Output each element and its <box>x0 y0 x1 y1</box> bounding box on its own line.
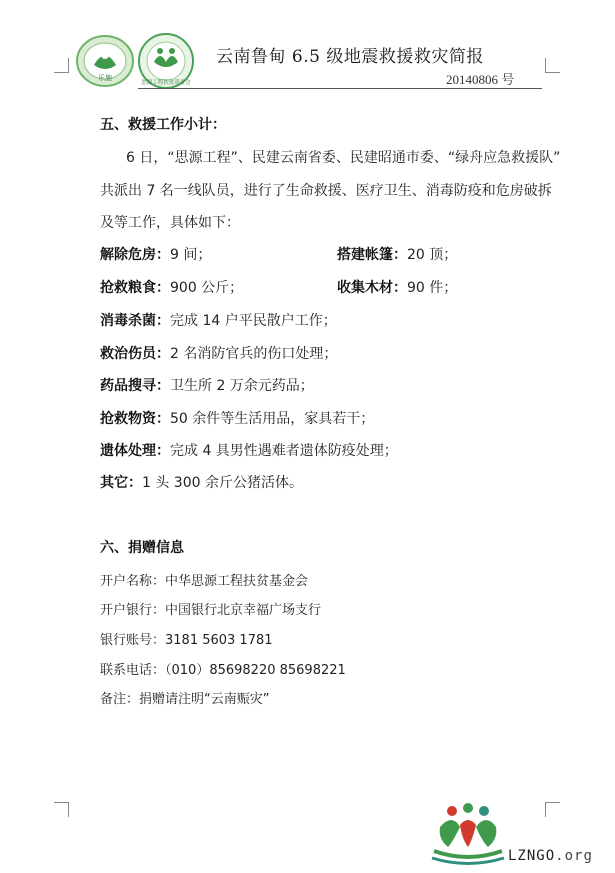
donation-account-name: 开户名称：中华思源工程扶贫基金会 <box>100 574 309 589</box>
stat-label: 抢救粮食： <box>100 280 170 296</box>
stat-value: 1 头 300 余斤公猪活体。 <box>142 475 303 491</box>
site-url-suffix: .org <box>555 848 593 864</box>
donation-account-number: 银行账号：3181 5603 1781 <box>100 633 273 648</box>
section-heading-summary: 五、救援工作小计： <box>100 117 226 133</box>
stat-item-demolish <box>100 244 211 264</box>
stat-item-remains <box>100 440 398 460</box>
crop-mark-top-right <box>545 58 560 73</box>
stat-item-medicine <box>100 375 314 395</box>
stat-item-tents <box>337 244 457 264</box>
site-url-main: LZNGO <box>508 848 556 864</box>
donation-note: 备注：捐赠请注明“云南赈灾” <box>100 692 270 707</box>
stat-label: 其它： <box>100 475 142 491</box>
stat-label: 收集木材： <box>337 280 407 296</box>
stat-label: 药品搜寻： <box>100 378 170 394</box>
stat-value: 20 顶； <box>407 247 458 263</box>
stat-item-wounded <box>100 343 337 363</box>
stat-label: 搭建帐篷： <box>337 247 407 263</box>
crop-mark-top-left <box>54 58 69 73</box>
intro-line: 6 日，“思源工程”、民建云南省委、民建昭通市委、“绿舟应急救援队” <box>126 150 561 166</box>
intro-line: 共派出 7 名一线队员，进行了生命救援、医疗卫生、消毒防疫和危房破拆 <box>100 183 552 199</box>
stat-item-grain <box>100 277 243 297</box>
stat-value: 90 件； <box>407 280 458 296</box>
stat-value: 完成 14 户平民散户工作； <box>170 313 337 329</box>
section-heading-donation: 六、捐赠信息 <box>100 540 184 556</box>
stat-value: 9 间； <box>170 247 212 263</box>
stat-value: 卫生所 2 万余元药品； <box>170 378 314 394</box>
svg-text:思源工程扶贫基金会: 思源工程扶贫基金会 <box>141 80 191 86</box>
stat-value: 50 余件等生活用品，家具若干； <box>170 411 375 427</box>
stat-item-disinfection <box>100 310 337 330</box>
header-divider <box>138 88 542 89</box>
lzngo-logo-icon <box>428 803 508 867</box>
donation-phone: 联系电话：（010）85698220 85698221 <box>100 663 346 678</box>
stat-label: 遗体处理： <box>100 443 170 459</box>
donation-bank: 开户银行：中国银行北京幸福广场支行 <box>100 603 322 618</box>
stat-value: 2 名消防官兵的伤口处理； <box>170 346 338 362</box>
site-url[interactable] <box>508 848 593 864</box>
stat-item-timber <box>337 277 457 297</box>
stat-label: 抢救物资： <box>100 411 170 427</box>
intro-line: 及等工作，具体如下： <box>100 215 240 231</box>
crop-mark-bottom-left <box>54 802 69 817</box>
stat-item-supplies <box>100 408 374 428</box>
document-title: 云南鲁甸 6.5 级地震救援救灾简报 <box>216 47 484 67</box>
document-number: 20140806 号 <box>446 72 515 87</box>
crop-mark-bottom-right <box>545 802 560 817</box>
stat-value: 完成 4 具男性遇难者遗体防疫处理； <box>170 443 398 459</box>
stat-value: 900 公斤； <box>170 280 244 296</box>
svg-text:乐施: 乐施 <box>98 74 112 82</box>
stat-label: 解除危房： <box>100 247 170 263</box>
stat-item-other <box>100 472 303 492</box>
stat-label: 消毒杀菌： <box>100 313 170 329</box>
siyuan-foundation-logo-icon <box>136 32 196 90</box>
oxfam-logo-icon <box>75 34 135 88</box>
stat-label: 救治伤员： <box>100 346 170 362</box>
